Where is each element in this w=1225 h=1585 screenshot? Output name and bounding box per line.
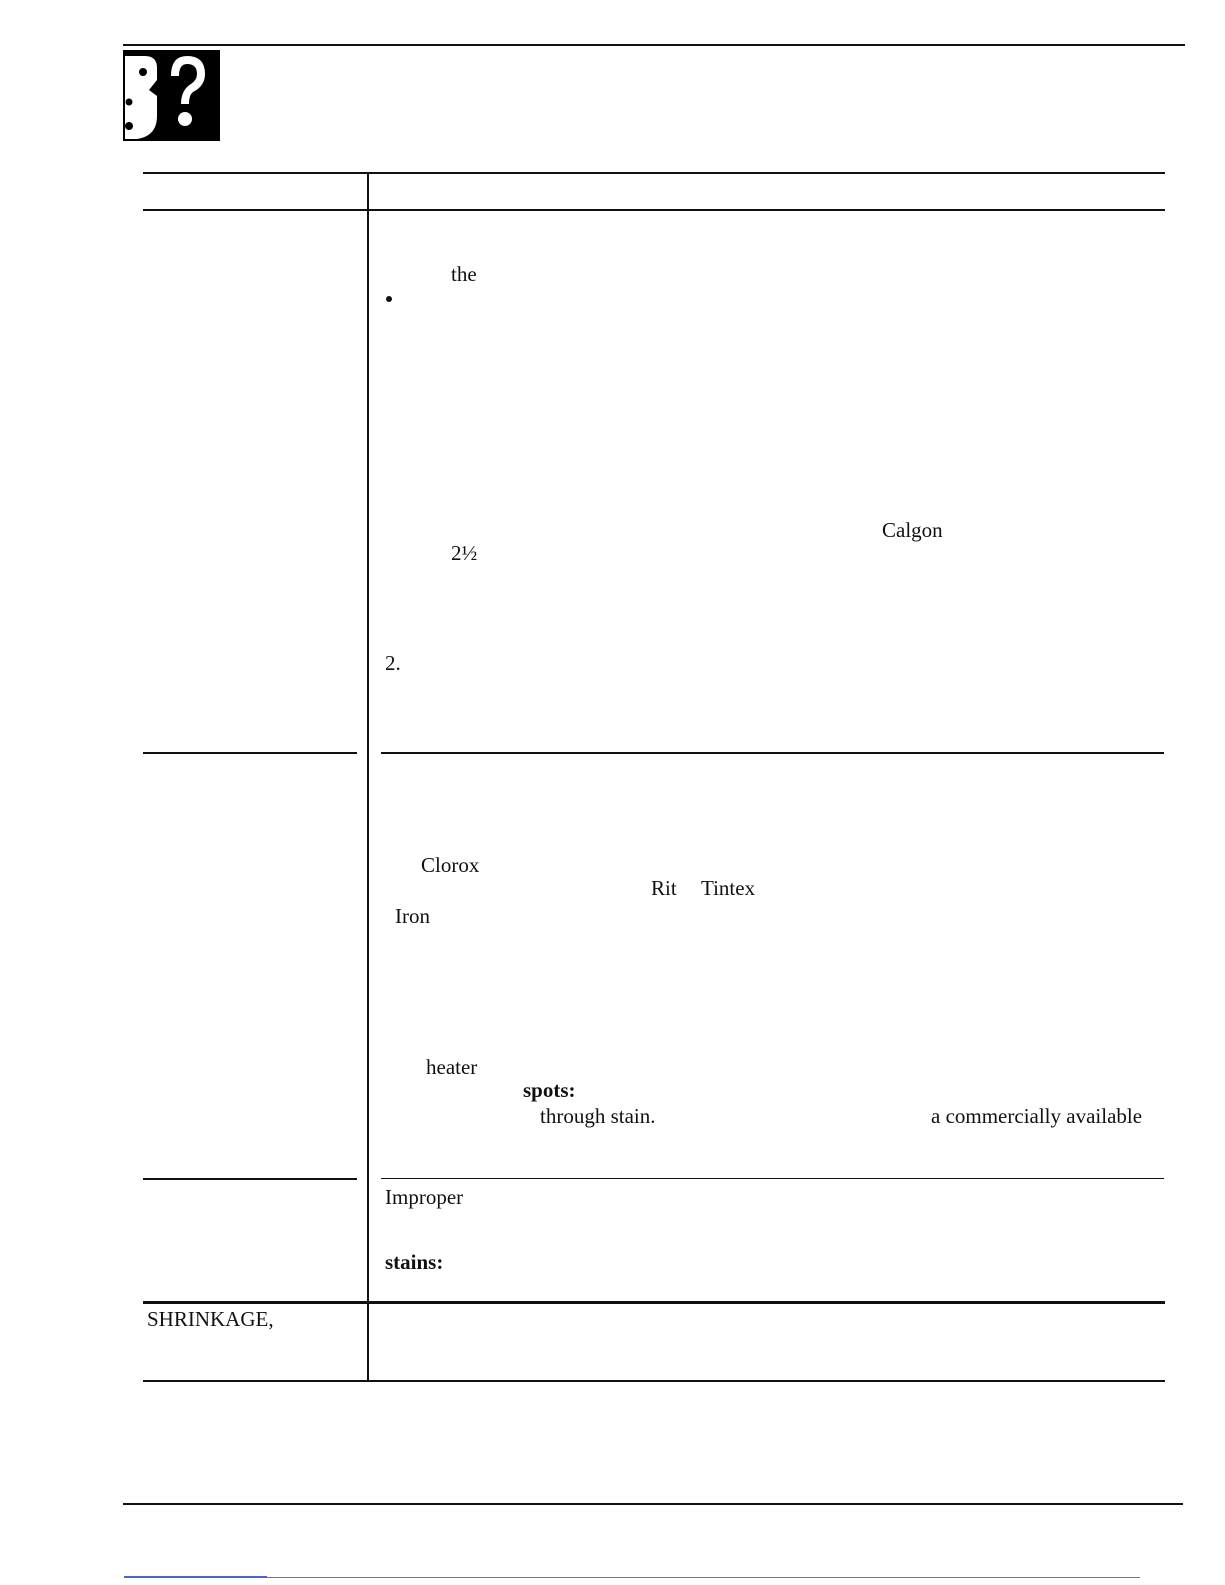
text-commercially-available: a commercially available — [931, 1104, 1143, 1128]
text-heater: heater — [426, 1055, 478, 1079]
table-bottom-rule — [143, 1380, 1165, 1382]
text-two-and-half: 2½ — [451, 541, 478, 565]
text-step-2: 2. — [385, 651, 401, 675]
footer-underline — [124, 1577, 1140, 1578]
text-rit: Rit — [651, 876, 677, 900]
text-calgon: Calgon — [882, 518, 943, 542]
footer-link-underline[interactable] — [124, 1576, 267, 1578]
troubleshooting-logo — [123, 50, 220, 141]
text-iron: Iron — [395, 904, 430, 928]
row-divider-right-2 — [381, 1178, 1164, 1179]
text-the: the — [451, 262, 477, 286]
bullet-icon — [386, 296, 392, 302]
text-through-stain: through stain. — [540, 1104, 656, 1128]
table-top-rule — [143, 172, 1165, 174]
row-divider-left-1 — [143, 752, 357, 754]
row-divider-right-1 — [381, 752, 1164, 754]
footer-rule — [123, 1503, 1183, 1505]
text-clorox: Clorox — [421, 853, 480, 877]
text-shrinkage: SHRINKAGE, — [147, 1307, 274, 1331]
row-divider-full-3 — [143, 1301, 1165, 1304]
question-face-icon — [123, 50, 220, 141]
text-stains: stains: — [385, 1250, 444, 1274]
table-header-rule — [143, 209, 1165, 211]
table-column-divider — [367, 172, 369, 1382]
text-spots: spots: — [523, 1078, 576, 1102]
text-tintex: Tintex — [701, 876, 756, 900]
header-rule — [123, 44, 1185, 46]
text-improper: Improper — [385, 1185, 464, 1209]
row-divider-left-2 — [143, 1178, 357, 1180]
